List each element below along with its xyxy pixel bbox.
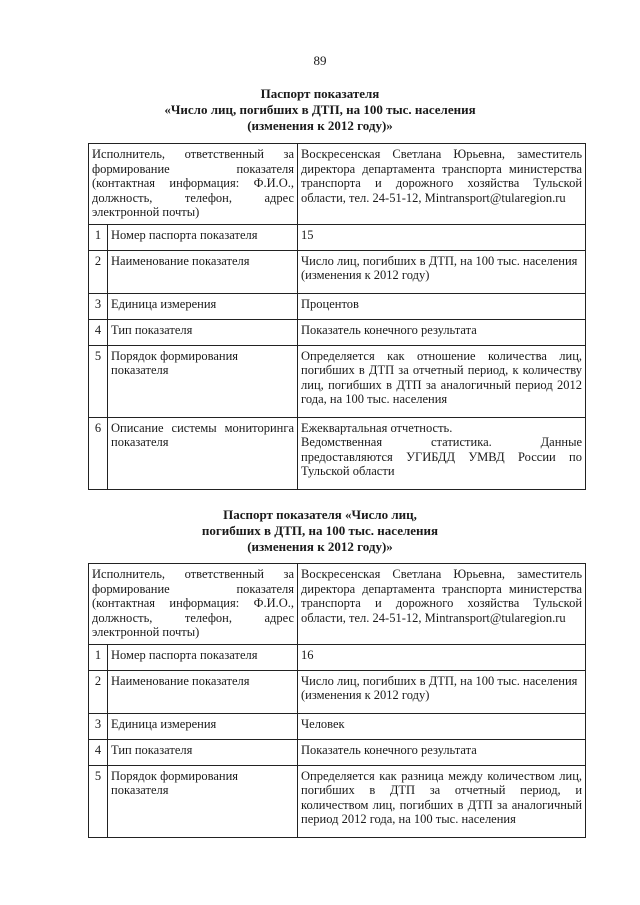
row-number: 4 xyxy=(89,739,108,765)
row-number: 1 xyxy=(89,644,108,670)
row-value: Показатель конечного результата xyxy=(298,319,586,345)
title-line: Паспорт показателя «Число лиц, xyxy=(223,507,417,522)
title-line: погибших в ДТП, на 100 тыс. населения xyxy=(201,523,439,538)
title-line: (изменения к 2012 году)» xyxy=(247,118,393,133)
executor-label: Исполнитель, ответственный за формирование показателя (контактная информация: Ф.И.О., должность, телефон, адрес электронной почты) xyxy=(89,144,298,225)
row-label: Порядок формирования показателя xyxy=(108,345,298,417)
page-number: 89 xyxy=(313,53,327,68)
row-number: 5 xyxy=(89,345,108,417)
passport-1-table xyxy=(88,143,586,490)
table-row xyxy=(89,293,586,319)
table-row xyxy=(89,144,586,225)
row-value: Число лиц, погибших в ДТП, на 100 тыс. населения (изменения к 2012 году) xyxy=(298,250,586,293)
row-label: Номер паспорта показателя xyxy=(108,644,298,670)
row-label: Тип показателя xyxy=(108,739,298,765)
table-row xyxy=(89,670,586,713)
row-number: 3 xyxy=(89,293,108,319)
row-value: Показатель конечного результата xyxy=(298,739,586,765)
table-row xyxy=(89,739,586,765)
passport-2-title xyxy=(0,507,640,555)
row-label: Тип показателя xyxy=(108,319,298,345)
row-value: 16 xyxy=(298,644,586,670)
row-value: Определяется как отношение количества лиц, погибших в ДТП за отчетный период, к количеству лиц, погибших в ДТП за аналогичный период 2012 года, на 100 тыс. населения xyxy=(298,345,586,417)
title-line: Паспорт показателя xyxy=(260,86,380,101)
row-label: Описание системы мониторинга показателя xyxy=(108,417,298,489)
table-row xyxy=(89,564,586,645)
table-row xyxy=(89,417,586,489)
title-line: (изменения к 2012 году)» xyxy=(247,539,393,554)
passport-2-table xyxy=(88,563,586,838)
row-label: Единица измерения xyxy=(108,713,298,739)
row-value: Ежеквартальная отчетность. Ведомственная статистика. Данные предоставляются УГИБДД УМВД России по Тульской области xyxy=(298,417,586,489)
row-label: Наименование показателя xyxy=(108,670,298,713)
row-number: 2 xyxy=(89,670,108,713)
table-row xyxy=(89,644,586,670)
table-row xyxy=(89,319,586,345)
row-number: 4 xyxy=(89,319,108,345)
row-label: Порядок формирования показателя xyxy=(108,765,298,837)
row-value: 15 xyxy=(298,224,586,250)
row-label: Единица измерения xyxy=(108,293,298,319)
row-number: 3 xyxy=(89,713,108,739)
passport-1-title xyxy=(0,86,640,134)
table-row xyxy=(89,713,586,739)
table-row xyxy=(89,224,586,250)
row-number: 2 xyxy=(89,250,108,293)
table-row xyxy=(89,250,586,293)
executor-value: Воскресенская Светлана Юрьевна, заместитель директора департамента транспорта министерства транспорта и дорожного хозяйства Тульской области, тел. 24-51-12, Mintransport@tularegion.ru xyxy=(298,564,586,645)
row-value: Процентов xyxy=(298,293,586,319)
title-line: «Число лиц, погибших в ДТП, на 100 тыс. населения xyxy=(164,102,476,117)
row-number: 5 xyxy=(89,765,108,837)
row-label: Наименование показателя xyxy=(108,250,298,293)
executor-label: Исполнитель, ответственный за формирование показателя (контактная информация: Ф.И.О., должность, телефон, адрес электронной почты) xyxy=(89,564,298,645)
row-number: 6 xyxy=(89,417,108,489)
row-number: 1 xyxy=(89,224,108,250)
row-value: Человек xyxy=(298,713,586,739)
table-row xyxy=(89,345,586,417)
table-row xyxy=(89,765,586,837)
row-value: Определяется как разница между количеством лиц, погибших в ДТП за отчетный период, и количеством лиц, погибших в ДТП за аналогичный период 2012 года, на 100 тыс. населения xyxy=(298,765,586,837)
row-label: Номер паспорта показателя xyxy=(108,224,298,250)
executor-value: Воскресенская Светлана Юрьевна, заместитель директора департамента транспорта министерства транспорта и дорожного хозяйства Тульской области, тел. 24-51-12, Mintransport@tularegion.ru xyxy=(298,144,586,225)
row-value: Число лиц, погибших в ДТП, на 100 тыс. населения (изменения к 2012 году) xyxy=(298,670,586,713)
